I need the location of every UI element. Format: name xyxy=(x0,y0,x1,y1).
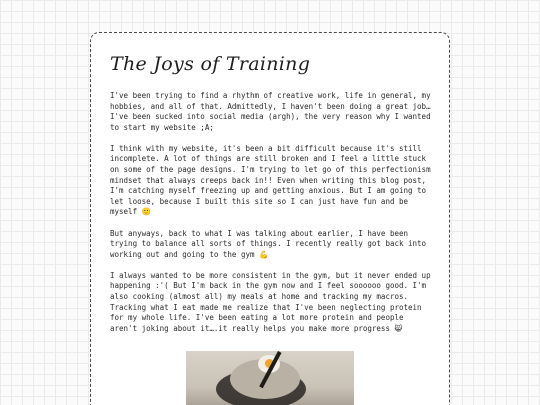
paragraph-text: But anyways, back to what I was talking about earlier, I have been trying to balance all sorts of things. I recently really got back into working out and going to the gym xyxy=(110,228,427,259)
food-photo-image xyxy=(186,351,354,405)
smile-emoji-icon: 🙂 xyxy=(141,207,151,217)
flexed-biceps-emoji-icon: 💪 xyxy=(259,249,269,259)
post-paragraph-3 xyxy=(110,229,435,261)
post-paragraph-2 xyxy=(110,144,435,218)
blog-post-card xyxy=(90,32,450,405)
cat-emoji-icon: 😸 xyxy=(394,323,403,333)
blog-post-content xyxy=(91,33,449,405)
post-title: The Joys of Training xyxy=(110,53,311,75)
paragraph-text: I always wanted to be more consistent in the gym, but it never ended up happening :'( But I'm back in the gym now and I feel soooooo good. I'm also cooking (almost all) my meals at home and tracking my macros. Tracking what I eat made me realize that I've been neglecting protein for my whole life. I've been eating a lot more protein and people aren't joking about it….it really helps you make more progress xyxy=(110,270,431,333)
paragraph-text: I think with my website, it's been a bit difficult because it's still incomplete. A lot of things are still broken and I feel a little stuck on some of the page designs. I'm trying to let go of this perfectionism mindset that always creeps back in!! Even when writing this blog post, I'm catching myself freezing up and getting anxious. But I am going to let loose, because I built this site so I can just have fun and be myself xyxy=(110,143,431,217)
post-paragraph-4 xyxy=(110,271,435,335)
paragraph-text: I've been trying to find a rhythm of creative work, life in general, my hobbies, and all of that. Admittedly, I haven't been doing a great job…I've been sucked into social media (argh), the very reason why I wanted to start my website ;A; xyxy=(110,91,431,132)
post-paragraph-1 xyxy=(110,91,435,133)
